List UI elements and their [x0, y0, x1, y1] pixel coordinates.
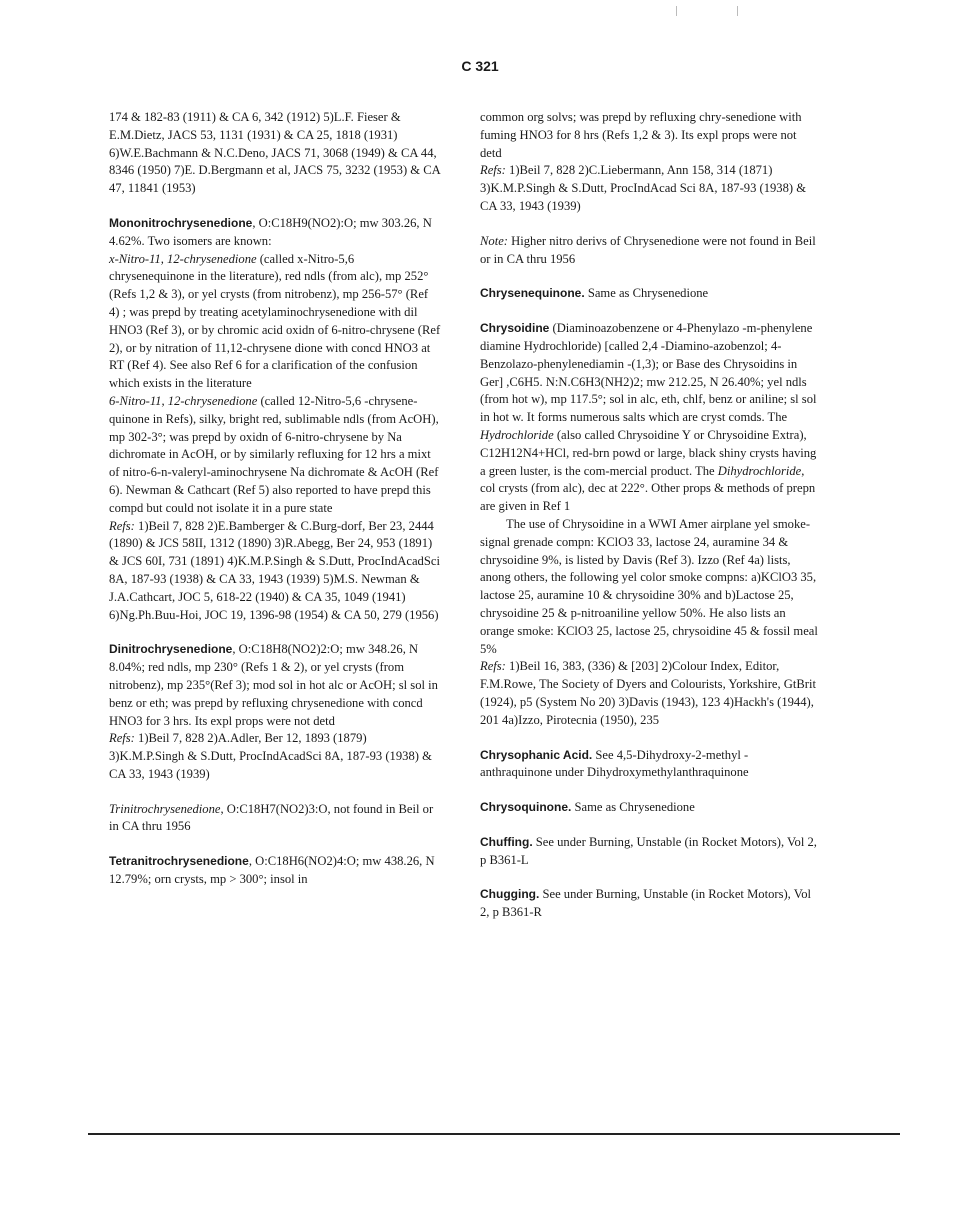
refs-text: 1)Beil 16, 383, (336) & [203] 2)Colour Index, Editor, F.M.Rowe, The Society of Dyers and Colourists, Yorkshire, GtBrit (1924), p5 (System No 20) 3)Davis (1943), 123 4)Hackh's (1944), 201 4a)Izzo, Pirotecnia (1950), 235	[480, 659, 816, 727]
entry-heading: Chuffing.	[480, 834, 533, 849]
entry-heading: Tetranitrochrysenedione	[109, 854, 249, 869]
term: Dihydrochloride	[717, 463, 802, 478]
isomer-name: 6-Nitro-11, 12-chrysenedione	[109, 393, 258, 408]
entry-heading: Trinitrochrysenedione	[109, 801, 221, 816]
chuffing-para	[480, 834, 820, 870]
right-column	[480, 109, 820, 922]
chugging-para	[480, 886, 820, 922]
refs-para	[480, 162, 820, 215]
entry-heading: Mononitrochrysenedione	[109, 215, 253, 230]
entry-trinitrochrysenedione	[109, 801, 441, 837]
entry-heading: Chrysoidine	[480, 321, 550, 336]
entry-text: Same as Chrysenedione	[584, 286, 709, 301]
entry-chrysenequinone	[480, 285, 820, 303]
entry-text: , col crysts (from alc), dec at 222°. Other props & methods of prepn are given in Ref 1	[480, 463, 816, 514]
entry-mononitrochrysenedione	[109, 215, 441, 624]
refs-continuation-text: 174 & 182-83 (1911) & CA 6, 342 (1912) 5)L.F. Fieser & E.M.Dietz, JACS 53, 1131 (1931) & CA 25, 1818 (1931) 6)W.E.Bachmann & N.C.Deno, JACS 71, 3068 (1949) & CA 44, 8346 (1950) 7)E. D.Bergmann et al, JACS 75, 3232 (1953) & CA 47, 11841 (1953)	[109, 110, 441, 196]
entry-chrysoquinone	[480, 799, 820, 817]
entry-chuffing	[480, 834, 820, 870]
refs-text: 1)Beil 7, 828 2)C.Liebermann, Ann 158, 314 (1871) 3)K.M.P.Singh & S.Dutt, ProcIndAcad Sci 8A, 187-93 (1938) & CA 33, 1943 (1939)	[480, 163, 807, 213]
chrysoidine-para	[480, 320, 820, 516]
refs-text: 1)Beil 7, 828 2)A.Adler, Ber 12, 1893 (1879) 3)K.M.P.Singh & S.Dutt, ProcIndAcadSci 8A, 187-93 (1938) & CA 33, 1943 (1939)	[109, 731, 432, 781]
isomer-text: (called x-Nitro-5,6 chrysenequinone in the literature), red ndls (from alc), mp 252° (Refs 1,2 & 3), or yel crysts (from nitrobenz), mp 256-57° (Ref 4) ; was prepd by treating acetylaminochrysenedione with dil HNO3 (Ref 3), or by chromic acid oxidn of 6-nitro-chrysene (Ref 2), or by nitration of 11,12-chrysene dione with concd HNO3 at RT (Ref 4). See also Ref 6 for a clarification of the confusion which exists in the literature	[109, 251, 441, 391]
entry-heading: Chugging.	[480, 887, 540, 902]
footer-rule	[88, 1133, 900, 1135]
note-label: Note:	[480, 233, 508, 248]
chrysoquinone-para	[480, 799, 820, 817]
refs-label: Refs:	[480, 659, 506, 674]
entry-formula: , O:C18H9(NO2):O; mw 303.26, N 4.62%. Two isomers are known:	[109, 215, 432, 248]
note-para	[480, 233, 820, 269]
tetranitro-continuation	[480, 109, 820, 216]
entry-text: , O:C18H6(NO2)4:O; mw 438.26, N 12.79%; orn crysts, mp > 300°; insol in	[109, 854, 435, 887]
refs-para	[109, 518, 441, 625]
entry-chrysoidine	[480, 320, 820, 729]
entry-tetranitrochrysenedione	[109, 853, 441, 889]
refs-label: Refs:	[109, 518, 135, 533]
note	[480, 233, 820, 269]
x-nitro-para	[109, 251, 441, 393]
entry-text: See under Burning, Unstable (in Rocket Motors), Vol 2, p B361-L	[480, 834, 817, 867]
refs-label: Refs:	[480, 163, 506, 178]
entry-heading: Chrysoquinone.	[480, 800, 572, 815]
chrysophanic-para	[480, 747, 820, 783]
entry-text: (Diaminoazobenzene or 4-Phenylazo -m-phenylene diamine Hydrochloride) [called 2,4 -Diamino-azobenzol; 4-Benzolazo-phenylenediamin -(1,3); or Base des Chrysoidins in Ger] ,C6H5. N:N.C6H3(NH2)2; mw 212.25, N 26.40%; yel ndls (from hot w), mp 117.5°; sol in alc, eth, chlf, benz or aniline; sl sol in hot w. It forms numerous salts which are cryst comds. The	[480, 321, 817, 425]
tetranitro-para	[109, 853, 441, 889]
left-column	[109, 109, 441, 889]
entry-heading: Dinitrochrysenedione	[109, 642, 233, 657]
entry-text: See 4,5-Dihydroxy-2-methyl -anthraquinone under Dihydroxymethylanthraquinone	[480, 747, 749, 780]
trinitro-para	[109, 801, 441, 837]
refs-para	[480, 658, 820, 729]
entry-text: , O:C18H7(NO2)3:O, not found in Beil or in CA thru 1956	[109, 801, 434, 834]
isomer-text: (called 12-Nitro-5,6 -chrysene-quinone in Refs), silky, bright red, sublimable ndls (from AcOH), mp 302-3°; was prepd by oxidn of 6-nitro-chrysene by Na dichromate in AcOH, or by similarly refluxing for 12 hrs a mixt of nitro-6-n-valeryl-aminochrysene Na dichromate & AcOH (Ref 6). Newman & Cathcart (Ref 5) also reported to have prepd this compd but could not isolate it in a pure state	[109, 393, 439, 515]
chrysoidine-usage-para: The use of Chrysoidine in a WWI Amer airplane yel smoke-signal grenade compn: KClO3 33, lactose 24, auramine 34 & chrysoidine 9%, is listed by Davis (Ref 3). Izzo (Ref 4a) lists, anong others, the following yel color smoke compns: a)KClO3 35, lactose 25, auramine 10 & chrysoidine 30% and b)Lactose 25, chrysoidine 25 & p-nitroaniline yellow 50%. He also lists an orange smoke: KClO3 25, lactose 25, chrysoidine 45 & fossil meal 5%	[480, 516, 818, 656]
six-nitro-para	[109, 393, 441, 518]
refs-para	[109, 730, 441, 783]
mononitro-para	[109, 215, 441, 251]
entry-dinitrochrysenedione	[109, 641, 441, 783]
note-text: Higher nitro derivs of Chrysenedione were not found in Beil or in CA thru 1956	[480, 233, 816, 266]
entry-text: (also called Chrysoidine Y or Chrysoidine Extra), C12H12N4+HCl, red-brn powd or large, black shiny crysts having a green luster, is the com-mercial product. The	[480, 427, 817, 478]
chrysenequinone-para	[480, 285, 820, 303]
dinitro-para	[109, 641, 441, 730]
entry-heading: Chrysophanic Acid.	[480, 747, 593, 762]
refs-text: 1)Beil 7, 828 2)E.Bamberger & C.Burg-dorf, Ber 23, 2444 (1890) & JCS 58II, 1312 (1890) 3)R.Abegg, Ber 24, 953 (1891) & JCS 60I, 731 (1891) 4)K.M.P.Singh & S.Dutt, ProcIndAcadSci 8A, 187-93 (1938) & CA 33, 1943 (1939) 5)M.S. Newman & J.A.Cathcart, JOC 5, 618-22 (1940) & CA 35, 1049 (1941) 6)Ng.Ph.Buu-Hoi, JOC 19, 1396-98 (1954) & CA 50, 279 (1956)	[109, 518, 440, 622]
refs-continuation	[109, 109, 441, 198]
scan-mark	[676, 6, 677, 16]
entry-text: , O:C18H8(NO2)2:O; mw 348.26, N 8.04%; red ndls, mp 230° (Refs 1 & 2), or yel crysts (from nitrobenz), mp 235°(Ref 3); mod sol in hot alc or AcOH; sl sol in benz or eth; was prepd by refluxing chrysenedione with concd HNO3 for 3 hrs. Its expl props were not detd	[109, 642, 438, 728]
isomer-name: x-Nitro-11, 12-chrysenedione	[109, 251, 257, 266]
refs-label: Refs:	[109, 731, 135, 746]
entry-heading: Chrysenequinone.	[480, 286, 585, 301]
continuation-text: common org solvs; was prepd by refluxing chry-senedione with fuming HNO3 for 8 hrs (Refs 1,2 & 3). Its expl props were not detd	[480, 110, 802, 160]
entry-chugging	[480, 886, 820, 922]
scan-mark	[737, 6, 738, 16]
entry-text: See under Burning, Unstable (in Rocket Motors), Vol 2, p B361-R	[480, 887, 811, 920]
entry-chrysophanic-acid	[480, 747, 820, 783]
term: Hydrochloride	[480, 427, 554, 442]
page-number: C 321	[461, 58, 499, 74]
entry-text: Same as Chrysenedione	[571, 800, 695, 815]
